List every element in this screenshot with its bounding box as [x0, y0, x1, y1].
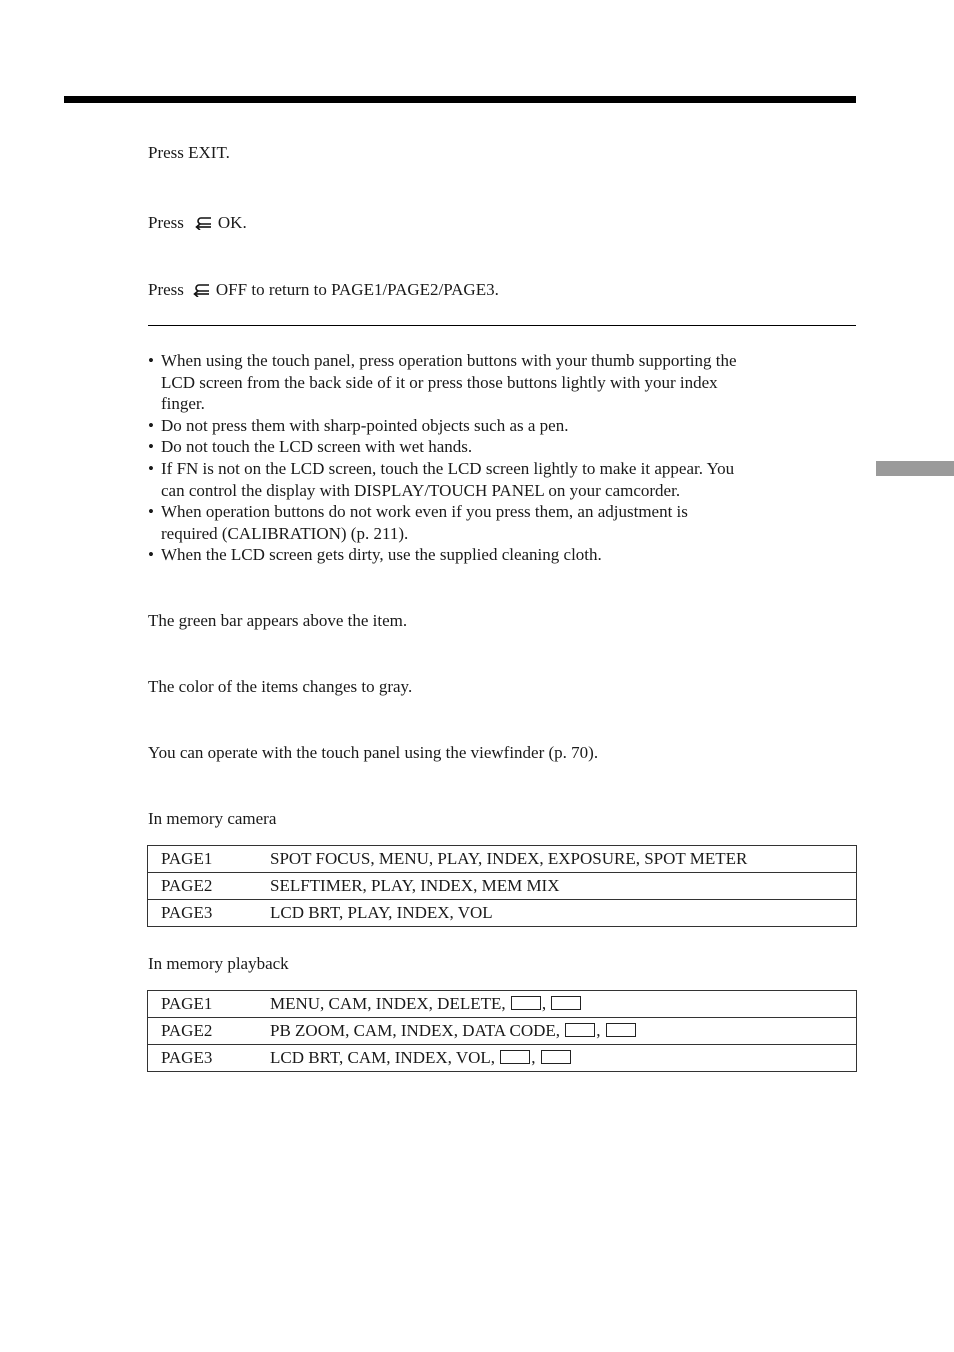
header-rule	[64, 96, 856, 103]
items-cell: PB ZOOM, CAM, INDEX, DATA CODE, ,	[270, 1018, 857, 1045]
note-item: • When operation buttons do not work even if you press them, an adjustment is required (CALIBRATION) (p. 211).	[148, 501, 858, 544]
page-cell: PAGE1	[148, 991, 271, 1018]
notes-divider	[148, 325, 856, 326]
button-box-icon	[565, 1023, 595, 1037]
button-box-icon	[541, 1050, 571, 1064]
step-press-exit: Press EXIT.	[148, 143, 230, 162]
viewfinder-text: You can operate with the touch panel using the viewfinder (p. 70).	[148, 743, 599, 762]
step-press-off	[148, 279, 499, 301]
items-cell: SELFTIMER, PLAY, INDEX, MEM MIX	[270, 873, 857, 900]
return-arrow-icon	[192, 281, 212, 295]
note-item: • When the LCD screen gets dirty, use the supplied cleaning cloth.	[148, 544, 858, 566]
note-item: • When using the touch panel, press operation buttons with your thumb supporting the LCD screen from the back side of it or press those buttons lightly with your index finger.	[148, 350, 858, 415]
page-cell: PAGE2	[148, 1018, 271, 1045]
step-press-ok	[148, 212, 247, 234]
note-item: • Do not touch the LCD screen with wet hands.	[148, 436, 858, 458]
gray-text: The color of the items changes to gray.	[148, 677, 413, 696]
button-box-icon	[551, 996, 581, 1010]
page-cell: PAGE3	[148, 1045, 271, 1072]
table-row	[148, 846, 857, 873]
table-row	[148, 900, 857, 927]
button-box-icon	[500, 1050, 530, 1064]
page-cell: PAGE2	[148, 873, 271, 900]
page-cell: PAGE3	[148, 900, 271, 927]
notes-list	[148, 350, 858, 566]
items-cell: MENU, CAM, INDEX, DELETE, ,	[270, 991, 857, 1018]
button-box-icon	[511, 996, 541, 1010]
press-label: Press	[148, 213, 184, 232]
press-label: Press	[148, 280, 184, 299]
memory-camera-heading: In memory camera	[148, 809, 277, 828]
table-row	[148, 873, 857, 900]
items-cell: SPOT FOCUS, MENU, PLAY, INDEX, EXPOSURE, SPOT METER	[270, 846, 857, 873]
memory-playback-table	[147, 990, 857, 1072]
memory-playback-heading: In memory playback	[148, 954, 289, 973]
off-label: OFF to return to PAGE1/PAGE2/PAGE3.	[215, 280, 499, 299]
items-cell: LCD BRT, CAM, INDEX, VOL, ,	[270, 1045, 857, 1072]
note-item: • Do not press them with sharp-pointed objects such as a pen.	[148, 415, 858, 437]
table-row	[148, 1018, 857, 1045]
note-item: • If FN is not on the LCD screen, touch the LCD screen lightly to make it appear. You can control the display with DISPLAY/TOUCH PANEL on your camcorder.	[148, 458, 858, 501]
return-arrow-icon	[194, 214, 214, 228]
memory-camera-table	[147, 845, 857, 927]
button-box-icon	[606, 1023, 636, 1037]
items-cell: LCD BRT, PLAY, INDEX, VOL	[270, 900, 857, 927]
table-row	[148, 1045, 857, 1072]
green-bar-text: The green bar appears above the item.	[148, 611, 408, 630]
section-tab	[876, 461, 954, 476]
table-row	[148, 991, 857, 1018]
page-cell: PAGE1	[148, 846, 271, 873]
ok-label: OK.	[217, 213, 247, 232]
